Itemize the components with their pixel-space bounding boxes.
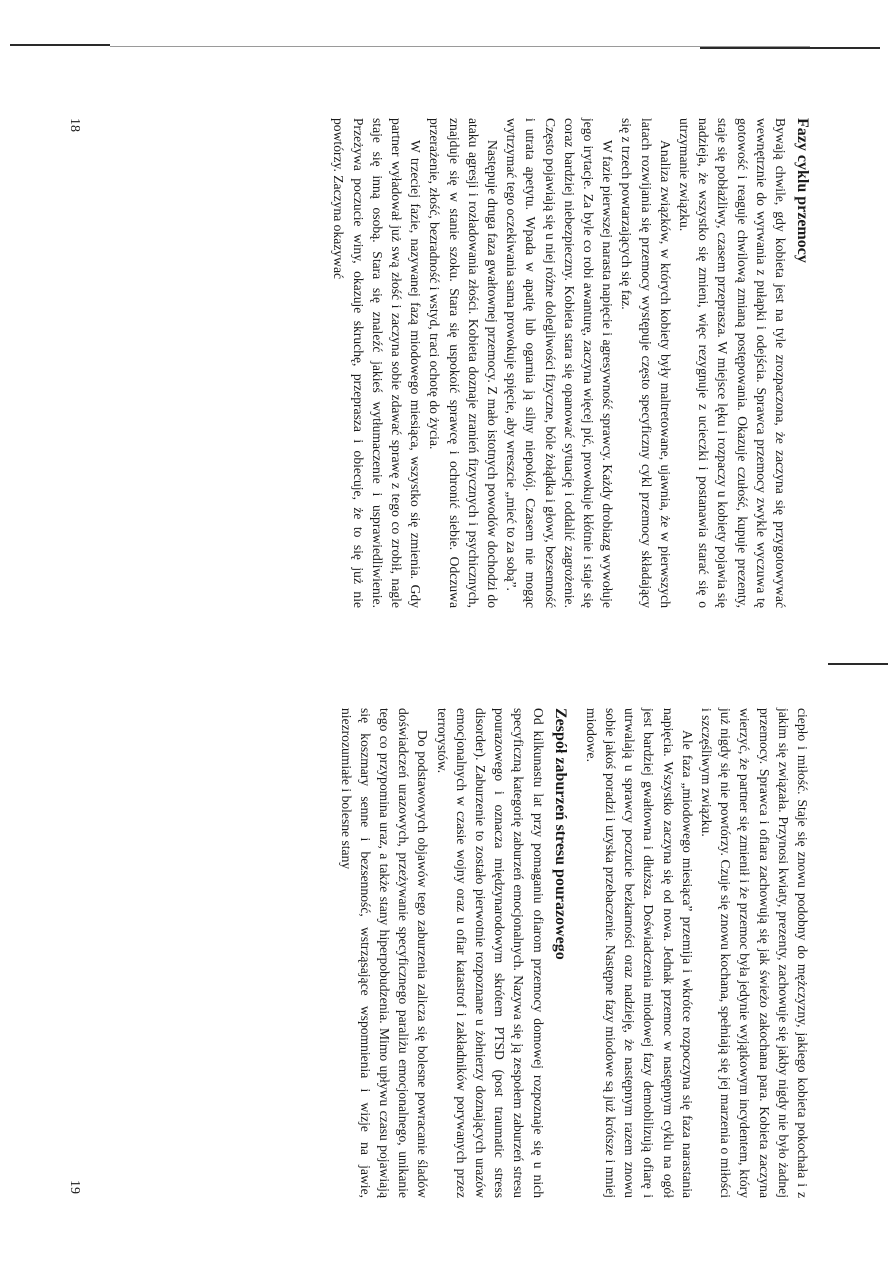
scan-edge-rule-right xyxy=(700,47,880,49)
paragraph: ciepło i miłość. Staje się znowu podobny do mężczyzny, jakiego kobieta pokochała i z jakim się związała. Przynosi kwiaty, prezenty, zachowuje się jakby nigdy nie było żadnej przemocy. Sprawca i ofiara zachowują się jak świeżo zakochana para. Kobieta zaczyna wierzyć, że partner się zmienił i że przemoc była jedynie wyjątkowym incydentem, który już nigdy się nie powtórzy. Czuje się znowu kochana, spełniają się jej marzenia o miłości i szczęśliwym związku. xyxy=(698,708,810,1198)
scan-edge-rule-left xyxy=(10,44,110,46)
left-page xyxy=(329,118,812,608)
paragraph: Od kilkunastu lat przy pomaganiu ofiarom przemocy domowej rozpoznaje się u nich specyficzną kategorię zaburzeń emocjonalnych. Nazywa się ją zespołem zaburzeń stresu pourazowego i oznacza międzynarodowym skrótem PTSD (post traumatic stress disorder). Zaburzenie to zostało pierwotnie rozpoznane u żołnierzy doznających urazów emocjonalnych w czasie wojny oraz u ofiar katastrof i zakładników porywanych przez terrorystów. xyxy=(434,708,546,1198)
page-number-left: 18 xyxy=(67,118,82,132)
paragraph: Bywają chwile, gdy kobieta jest na tyle zrozpaczona, że zaczyna się przygotowywać wewnętrznie do wyrwania z pułapki i odejścia. Sprawca przemocy zwykle wyczuwa tę gotowość i reaguje chwilową zmianą postępowania. Okazuje czułość, kupuje prezenty, staje się pobłażliwy, czasem przeprasza. W miejsce lęku i rozpaczy u kobiety pojawia się nadzieja, że wszystko się zmieni, więc rezygnuje z ucieczki i postanawia starać się o utrzymanie związku. xyxy=(676,118,788,608)
paragraph: Następuje druga faza gwałtownej przemocy. Z mało istotnych powodów dochodzi do ataku agresji i rozładowania złości. Kobieta doznaje zranień fizycznych i psychicznych, znajduje się w stanie szoku. Stara się uspokoić sprawcę i ochronić siebie. Odczuwa przerażenie, złość, bezradność i wstyd, traci ochotę do życia. xyxy=(427,118,500,608)
paragraph: Do podstawowych objawów tego zaburzenia zalicza się bolesne powracanie śladów doświadczeń urazowych, przeżywanie specyficznego paraliżu emocjonalnego, unikanie tego co przypomina uraz, a także stany hiperpobudzenia. Mimo upływu czasu pojawiają się koszmary senne i bezsenność, wstrząsające wspomnienia i wizje na jawie, niezrozumiałe i bolesne stany xyxy=(338,708,431,1198)
paragraph: W fazie pierwszej narasta napięcie i agresywność sprawcy. Każdy drobiazg wywołuje jego irytacje. Za byle co robi awanturę, zaczyna więcej pić, prowokuje kłótnie i staje się coraz bardziej niebezpieczny. Kobieta stara się opanować sytuację i oddalić zagrożenie. Często pojawiają się u niej różne dolegliwości fizyczne, bóle żołądka i głowy, bezsenność i utrata apetytu. Wpada w apatię lub ogarnia ją silny niepokój. Czasem nie mogąc wytrzymać tego oczekiwania sama prowokuje spięcie, aby wreszcie „mieć to za sobą”. xyxy=(504,118,616,608)
section-heading: Fazy cyklu przemocy xyxy=(794,118,811,263)
paragraph: W trzeciej fazie, nazywanej fazą miodowego miesiąca, wszystko się zmienia. Gdy partner wyładował już swą złość i zaczyna sobie zdawać sprawę z tego co zrobił, nagle staje się inną osobą. Stara się znaleźć jakieś wytłumaczenie i usprawiedliwienie. Przeżywa poczucie winy, okazuje skruchę, przeprasza i obiecuje, że to się już nie powtórzy. Zaczyna okazywać xyxy=(331,118,424,608)
paragraph: Analiza związków, w których kobiety były maltretowane, ujawnia, że w pierwszych latach rozwijania się przemocy występuje często specyficzny cykl przemocy składający się z trzech powtarzających się faz. xyxy=(619,118,673,608)
page-number-right: 19 xyxy=(67,1180,82,1194)
section-heading: Zespół zaburzeń stresu pourazowego xyxy=(551,708,569,960)
gutter-rule xyxy=(828,663,888,665)
paragraph: Ale faza „miodowego miesiąca” przemija i wkrótce rozpoczyna się faza narastania napięcia. Wszystko zaczyna się od nowa. Jednak przemoc w następnym cyklu na ogół jest bardziej gwałtowna i dłuższa. Doświadczenia miodowej fazy demobilizują ofiarę i utrwalają u sprawcy poczucie bezkarności oraz nadzieję, że następnym razem znowu sobie jakoś poradzi i uzyska przebaczenie. Następne fazy miodowe są już krótsze i mniej miodowe. xyxy=(583,708,695,1198)
right-page xyxy=(336,708,812,1198)
